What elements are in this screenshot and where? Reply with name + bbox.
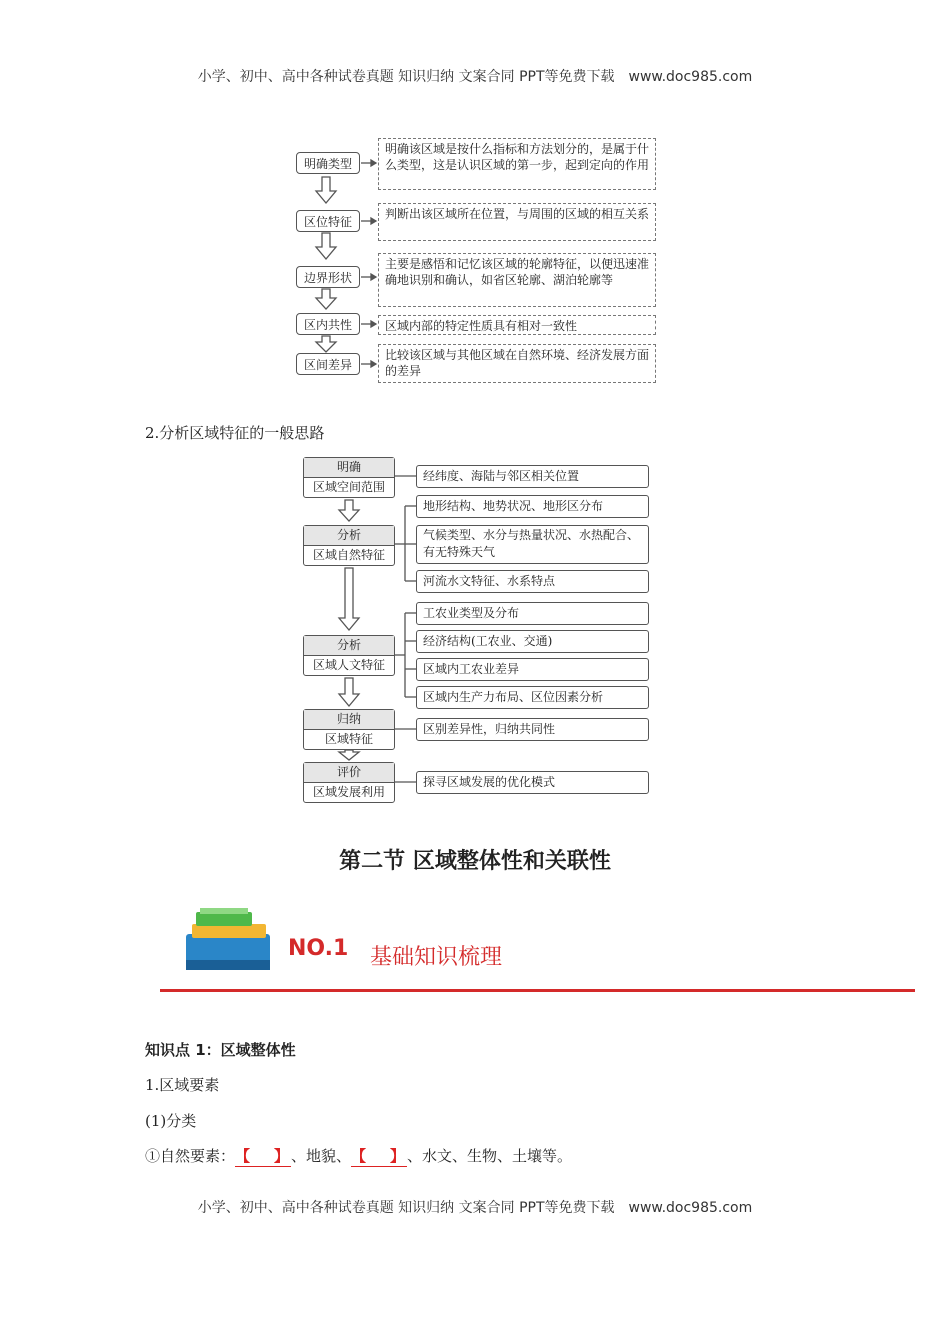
d1-desc-1: 判断出该区域所在位置，与周围的区域的相互关系 xyxy=(378,203,656,241)
blank-2-close: 】 xyxy=(390,1147,406,1165)
line-3-sep: 、地貌、 xyxy=(291,1147,352,1165)
blank-2[interactable] xyxy=(351,1145,407,1167)
d2-stage-0-top: 明确 xyxy=(304,458,394,478)
header-url[interactable]: www.doc985.com xyxy=(628,69,753,85)
d2-stage-3 xyxy=(303,709,395,750)
line-2: (1)分类 xyxy=(145,1112,197,1130)
d2-stage-4 xyxy=(303,762,395,803)
d1-desc-2: 主要是感悟和记忆该区域的轮廓特征，以便迅速准确地识别和确认，如省区轮廓、湖泊轮廓等 xyxy=(378,253,656,307)
d2-stage-0-bottom: 区域空间范围 xyxy=(312,480,385,494)
blank-1-close: 】 xyxy=(274,1147,290,1165)
banner-title: 基础知识梳理 xyxy=(370,945,503,970)
kp1-title: 知识点 1：区域整体性 xyxy=(145,1041,296,1059)
d2-item-4: 工农业类型及分布 xyxy=(416,602,649,625)
d1-label-3: 区内共性 xyxy=(296,313,360,335)
d2-item-1: 地形结构、地势状况、地形区分布 xyxy=(416,495,649,518)
d2-item-9: 探寻区域发展的优化模式 xyxy=(416,771,649,794)
d1-label-2: 边界形状 xyxy=(296,266,360,288)
d1-label-1: 区位特征 xyxy=(296,210,360,232)
d2-item-2: 气候类型、水分与热量状况、水热配合、有无特殊天气 xyxy=(416,525,649,564)
d2-stage-0 xyxy=(303,457,395,498)
footer-text: 小学、初中、高中各种试卷真题 知识归纳 文案合同 PPT等免费下载 xyxy=(197,1200,615,1216)
d2-item-6: 区域内工农业差异 xyxy=(416,658,649,681)
section-title: 第二节 区域整体性和关联性 xyxy=(339,849,611,874)
banner-number: NO.1 xyxy=(288,936,349,961)
d2-item-8: 区别差异性，归纳共同性 xyxy=(416,718,649,741)
footer-url[interactable]: www.doc985.com xyxy=(628,1200,753,1216)
d2-stage-2 xyxy=(303,635,395,676)
books-icon xyxy=(186,908,270,970)
d2-stage-4-bottom: 区域发展利用 xyxy=(312,785,385,799)
line-1: 1.区域要素 xyxy=(145,1076,220,1094)
line-3-prefix: ①自然要素： xyxy=(145,1147,236,1165)
line-3-suffix: 、水文、生物、土壤等。 xyxy=(407,1147,573,1165)
d2-item-7: 区域内生产力布局、区位因素分析 xyxy=(416,686,649,709)
d2-stage-1-top: 分析 xyxy=(304,526,394,546)
d1-label-4: 区间差异 xyxy=(296,353,360,375)
d1-label-0: 明确类型 xyxy=(296,152,360,174)
d2-item-3: 河流水文特征、水系特点 xyxy=(416,570,649,593)
blank-1[interactable] xyxy=(235,1145,291,1167)
d2-stage-1-bottom: 区域自然特征 xyxy=(312,548,385,562)
header-text: 小学、初中、高中各种试卷真题 知识归纳 文案合同 PPT等免费下载 xyxy=(197,69,615,85)
blank-1-open: 【 xyxy=(235,1147,251,1165)
d2-stage-3-top: 归纳 xyxy=(304,710,394,730)
d2-item-5: 经济结构(工农业、交通) xyxy=(416,630,649,653)
line-3 xyxy=(145,1145,572,1167)
page-footer xyxy=(0,1197,950,1217)
d1-desc-3: 区域内部的特定性质具有相对一致性 xyxy=(378,315,656,335)
banner-rule xyxy=(160,989,915,992)
d2-stage-2-top: 分析 xyxy=(304,636,394,656)
d1-desc-0: 明确该区域是按什么指标和方法划分的，是属于什么类型，这是认识区域的第一步，起到定向的作用 xyxy=(378,138,656,190)
d2-stage-4-top: 评价 xyxy=(304,763,394,783)
blank-2-open: 【 xyxy=(351,1147,367,1165)
d2-stage-1 xyxy=(303,525,395,566)
section2-heading: 2.分析区域特征的一般思路 xyxy=(145,424,325,442)
d2-stage-3-bottom: 区域特征 xyxy=(324,732,373,746)
d2-stage-2-bottom: 区域人文特征 xyxy=(312,658,385,672)
d2-item-0: 经纬度、海陆与邻区相关位置 xyxy=(416,465,649,488)
d1-desc-4: 比较该区域与其他区域在自然环境、经济发展方面的差异 xyxy=(378,344,656,383)
